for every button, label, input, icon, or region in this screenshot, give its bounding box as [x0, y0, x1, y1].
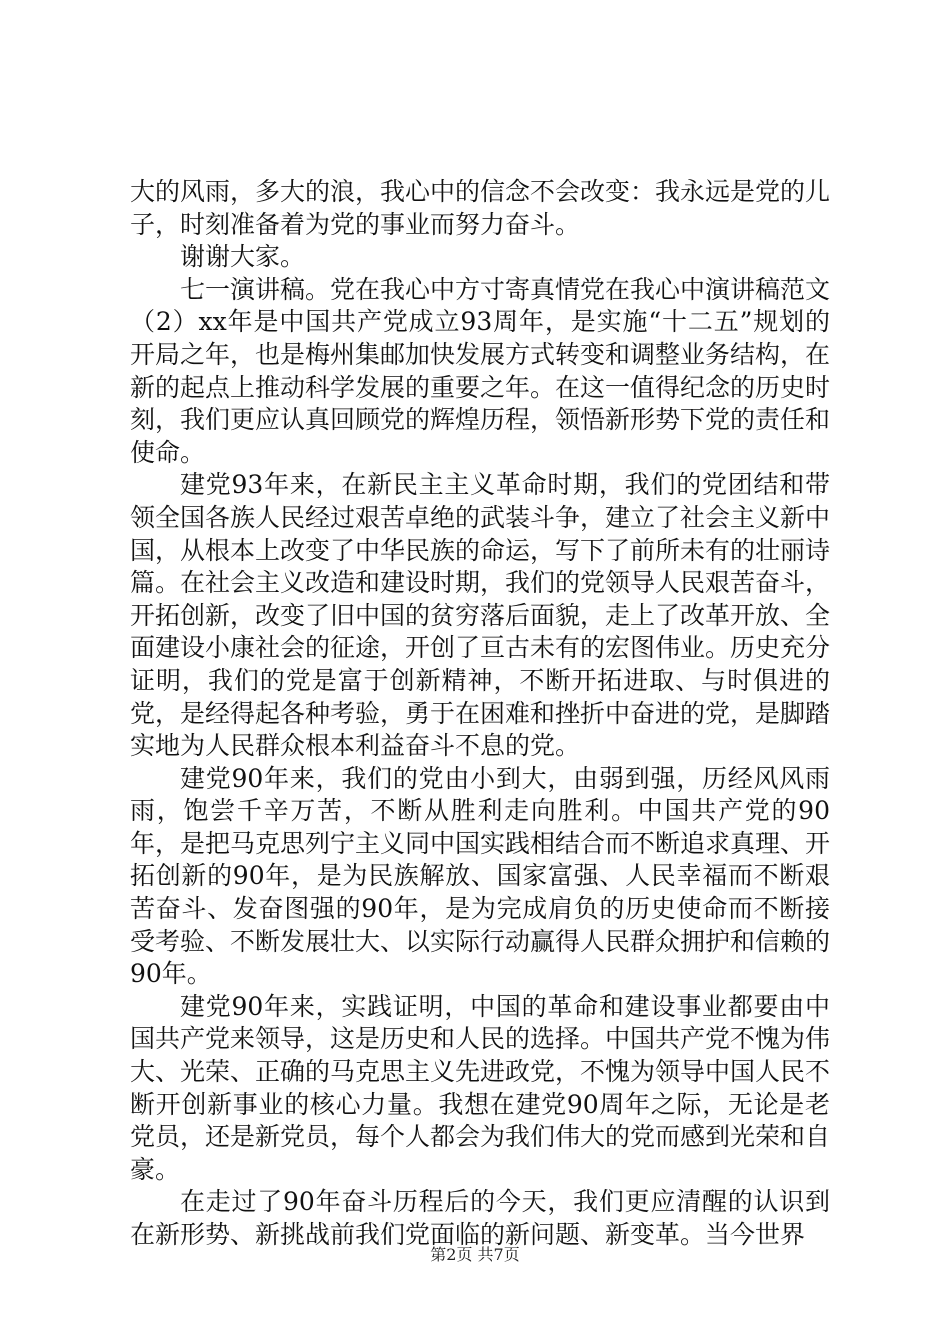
paragraph: 谢谢大家。 [180, 242, 306, 272]
page-indicator: 第2页 共7页 [430, 1245, 520, 1264]
paragraph: 建党90年来，实践证明，中国的革命和建设事业都要由中国共产党来领导，这是历史和人民的选择。中国共产党不愧为伟大、光荣、正确的马克思主义先进政党，不愧为领导中国人民不断开创新事业的核心力量。我想在建党90周年之际，无论是老党员，还是新党员，每个人都会为我们伟大的党而感到光荣和自豪。 [130, 991, 831, 1184]
page-footer [0, 1242, 950, 1265]
paragraph: 建党90年来，我们的党由小到大，由弱到强，历经风风雨雨，饱尝千辛万苦，不断从胜利走向胜利。中国共产党的90年，是把马克思列宁主义同中国实践相结合而不断追求真理、开拓创新的90年，是为民族解放、国家富强、人民幸福而不断艰苦奋斗、发奋图强的90年，是为完成肩负的历史使命而不断接受考验、不断发展壮大、以实际行动赢得人民群众拥护和信赖的90年。 [130, 763, 831, 989]
paragraph: 大的风雨，多大的浪，我心中的信念不会改变：我永远是党的儿子，时刻准备着为党的事业而努力奋斗。 [130, 177, 831, 239]
document-body [130, 176, 830, 1252]
paragraph: 在走过了90年奋斗历程后的今天，我们更应清醒的认识到在新形势、新挑战前我们党面临的新问题、新变革。当今世界 [130, 1187, 830, 1249]
paragraph: 建党93年来，在新民主主义革命时期，我们的党团结和带领全国各族人民经过艰苦卓绝的武装斗争，建立了社会主义新中国，从根本上改变了中华民族的命运，写下了前所未有的壮丽诗篇。在社会主义改造和建设时期，我们的党领导人民艰苦奋斗，开拓创新，改变了旧中国的贫穷落后面貌，走上了改革开放、全面建设小康社会的征途，开创了亘古未有的宏图伟业。历史充分证明，我们的党是富于创新精神，不断开拓进取、与时俱进的党，是经得起各种考验，勇于在困难和挫折中奋进的党，是脚踏实地为人民群众根本利益奋斗不息的党。 [130, 470, 831, 761]
paragraph: 七一演讲稿。党在我心中方寸寄真情党在我心中演讲稿范文（2）xx年是中国共产党成立93周年，是实施“十二五”规划的开局之年，也是梅州集邮加快发展方式转变和调整业务结构，在新的起点上推动科学发展的重要之年。在这一值得纪念的历史时刻，我们更应认真回顾党的辉煌历程，领悟新形势下党的责任和使命。 [130, 274, 831, 467]
